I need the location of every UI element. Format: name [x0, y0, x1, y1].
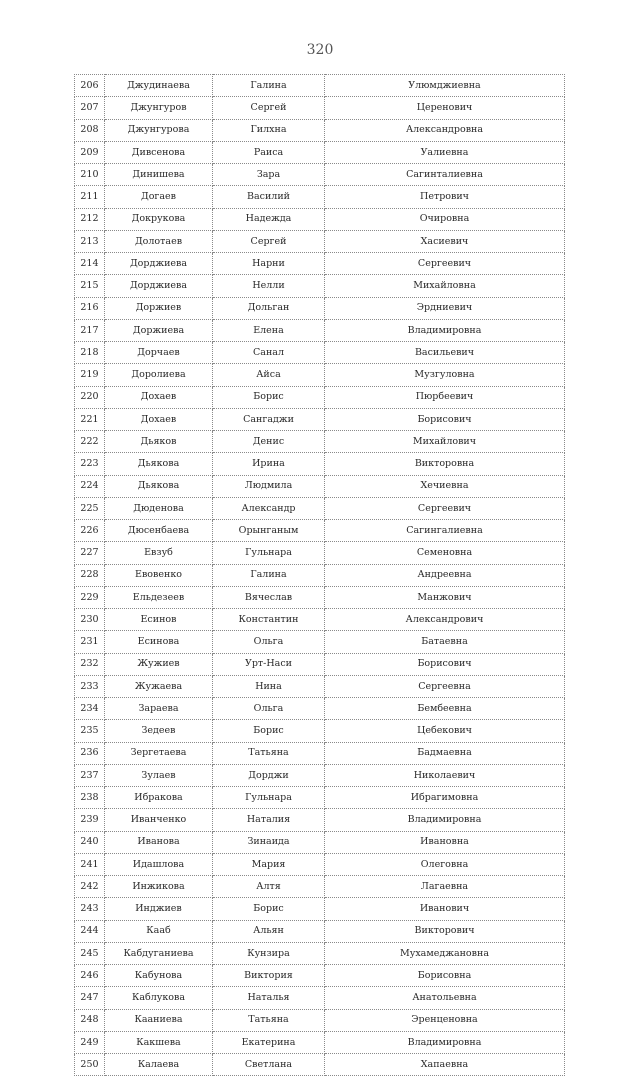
row-number-cell: 244 — [75, 920, 105, 942]
table-row — [75, 542, 565, 565]
first-name-cell: Айса — [213, 364, 325, 387]
table-row — [75, 297, 565, 319]
patronymic-cell: Очировна — [325, 208, 565, 230]
first-name-cell: Зара — [213, 164, 325, 186]
roster-body — [75, 75, 565, 1076]
patronymic-cell: Александровна — [325, 119, 565, 141]
table-row — [75, 609, 565, 631]
patronymic-cell: Борисович — [325, 408, 565, 431]
last-name-cell: Динишева — [105, 164, 213, 186]
table-row — [75, 97, 565, 120]
last-name-cell: Инжикова — [105, 876, 213, 898]
last-name-cell: Дьякова — [105, 475, 213, 497]
patronymic-cell: Хасиевич — [325, 230, 565, 253]
patronymic-cell: Семеновна — [325, 542, 565, 565]
table-row — [75, 742, 565, 764]
last-name-cell: Какшева — [105, 1031, 213, 1054]
row-number-cell: 243 — [75, 898, 105, 921]
row-number-cell: 221 — [75, 408, 105, 431]
first-name-cell: Александр — [213, 497, 325, 520]
first-name-cell: Василий — [213, 186, 325, 209]
last-name-cell: Дюсенбаева — [105, 520, 213, 542]
row-number-cell: 228 — [75, 564, 105, 586]
patronymic-cell: Сергеевич — [325, 497, 565, 520]
table-row — [75, 386, 565, 408]
row-number-cell: 248 — [75, 1009, 105, 1031]
row-number-cell: 225 — [75, 497, 105, 520]
row-number-cell: 209 — [75, 141, 105, 164]
row-number-cell: 250 — [75, 1054, 105, 1076]
row-number-cell: 246 — [75, 965, 105, 987]
patronymic-cell: Михайлович — [325, 431, 565, 453]
patronymic-cell: Иванович — [325, 898, 565, 921]
patronymic-cell: Ибрагимовна — [325, 787, 565, 809]
patronymic-cell: Эрдниевич — [325, 297, 565, 319]
table-row — [75, 186, 565, 209]
first-name-cell: Алтя — [213, 876, 325, 898]
row-number-cell: 227 — [75, 542, 105, 565]
patronymic-cell: Александрович — [325, 609, 565, 631]
row-number-cell: 232 — [75, 653, 105, 675]
row-number-cell: 223 — [75, 453, 105, 476]
first-name-cell: Галина — [213, 564, 325, 586]
table-row — [75, 965, 565, 987]
last-name-cell: Жужиев — [105, 653, 213, 675]
first-name-cell: Наталья — [213, 987, 325, 1010]
last-name-cell: Догаев — [105, 186, 213, 209]
patronymic-cell: Лагаевна — [325, 876, 565, 898]
table-row — [75, 275, 565, 298]
last-name-cell: Есинова — [105, 631, 213, 654]
patronymic-cell: Николаевич — [325, 764, 565, 787]
row-number-cell: 220 — [75, 386, 105, 408]
row-number-cell: 219 — [75, 364, 105, 387]
name-roster-table — [74, 74, 565, 1076]
first-name-cell: Константин — [213, 609, 325, 631]
table-row — [75, 1054, 565, 1076]
patronymic-cell: Эренценовна — [325, 1009, 565, 1031]
table-row — [75, 141, 565, 164]
patronymic-cell: Михайловна — [325, 275, 565, 298]
last-name-cell: Дохаев — [105, 386, 213, 408]
first-name-cell: Кунзира — [213, 942, 325, 965]
patronymic-cell: Мухамеджановна — [325, 942, 565, 965]
table-row — [75, 230, 565, 253]
table-row — [75, 342, 565, 364]
table-row — [75, 787, 565, 809]
last-name-cell: Дивсенова — [105, 141, 213, 164]
table-row — [75, 876, 565, 898]
row-number-cell: 207 — [75, 97, 105, 120]
table-row — [75, 475, 565, 497]
row-number-cell: 231 — [75, 631, 105, 654]
patronymic-cell: Цебекович — [325, 720, 565, 743]
patronymic-cell: Васильевич — [325, 342, 565, 364]
patronymic-cell: Андреевна — [325, 564, 565, 586]
last-name-cell: Джунгуров — [105, 97, 213, 120]
last-name-cell: Идашлова — [105, 853, 213, 876]
last-name-cell: Дорчаев — [105, 342, 213, 364]
first-name-cell: Нина — [213, 675, 325, 698]
first-name-cell: Людмила — [213, 475, 325, 497]
last-name-cell: Зулаев — [105, 764, 213, 787]
first-name-cell: Мария — [213, 853, 325, 876]
row-number-cell: 245 — [75, 942, 105, 965]
first-name-cell: Борис — [213, 720, 325, 743]
first-name-cell: Татьяна — [213, 1009, 325, 1031]
first-name-cell: Орынганым — [213, 520, 325, 542]
last-name-cell: Дорджиева — [105, 253, 213, 275]
first-name-cell: Сергей — [213, 230, 325, 253]
patronymic-cell: Сергеевич — [325, 253, 565, 275]
table-row — [75, 987, 565, 1010]
first-name-cell: Нарни — [213, 253, 325, 275]
table-row — [75, 75, 565, 97]
patronymic-cell: Сергеевна — [325, 675, 565, 698]
last-name-cell: Кааб — [105, 920, 213, 942]
table-row — [75, 497, 565, 520]
first-name-cell: Урт-Наси — [213, 653, 325, 675]
row-number-cell: 238 — [75, 787, 105, 809]
patronymic-cell: Олеговна — [325, 853, 565, 876]
row-number-cell: 216 — [75, 297, 105, 319]
table-row — [75, 119, 565, 141]
first-name-cell: Сангаджи — [213, 408, 325, 431]
last-name-cell: Калаева — [105, 1054, 213, 1076]
row-number-cell: 210 — [75, 164, 105, 186]
patronymic-cell: Владимировна — [325, 319, 565, 342]
last-name-cell: Дьякова — [105, 453, 213, 476]
row-number-cell: 236 — [75, 742, 105, 764]
row-number-cell: 234 — [75, 698, 105, 720]
first-name-cell: Ирина — [213, 453, 325, 476]
row-number-cell: 239 — [75, 809, 105, 832]
patronymic-cell: Улюмджиевна — [325, 75, 565, 97]
page-number: 320 — [306, 42, 334, 58]
patronymic-cell: Борисович — [325, 653, 565, 675]
last-name-cell: Иванченко — [105, 809, 213, 832]
row-number-cell: 226 — [75, 520, 105, 542]
row-number-cell: 247 — [75, 987, 105, 1010]
table-row — [75, 453, 565, 476]
patronymic-cell: Викторовна — [325, 453, 565, 476]
first-name-cell: Борис — [213, 386, 325, 408]
last-name-cell: Дюденова — [105, 497, 213, 520]
patronymic-cell: Анатольевна — [325, 987, 565, 1010]
last-name-cell: Есинов — [105, 609, 213, 631]
last-name-cell: Иванова — [105, 831, 213, 853]
last-name-cell: Доржиева — [105, 319, 213, 342]
first-name-cell: Наталия — [213, 809, 325, 832]
row-number-cell: 241 — [75, 853, 105, 876]
table-row — [75, 898, 565, 921]
last-name-cell: Ельдезеев — [105, 586, 213, 609]
row-number-cell: 215 — [75, 275, 105, 298]
table-row — [75, 364, 565, 387]
table-row — [75, 208, 565, 230]
row-number-cell: 240 — [75, 831, 105, 853]
last-name-cell: Джунгурова — [105, 119, 213, 141]
table-row — [75, 564, 565, 586]
table-row — [75, 831, 565, 853]
patronymic-cell: Владимировна — [325, 809, 565, 832]
first-name-cell: Дорджи — [213, 764, 325, 787]
last-name-cell: Докрукова — [105, 208, 213, 230]
row-number-cell: 229 — [75, 586, 105, 609]
patronymic-cell: Хечиевна — [325, 475, 565, 497]
table-row — [75, 319, 565, 342]
first-name-cell: Ольга — [213, 698, 325, 720]
first-name-cell: Светлана — [213, 1054, 325, 1076]
patronymic-cell: Ивановна — [325, 831, 565, 853]
last-name-cell: Зедеев — [105, 720, 213, 743]
row-number-cell: 233 — [75, 675, 105, 698]
first-name-cell: Ольга — [213, 631, 325, 654]
first-name-cell: Дольган — [213, 297, 325, 319]
patronymic-cell: Сагинталиевна — [325, 164, 565, 186]
first-name-cell: Сергей — [213, 97, 325, 120]
patronymic-cell: Бембеевна — [325, 698, 565, 720]
first-name-cell: Санал — [213, 342, 325, 364]
last-name-cell: Евзуб — [105, 542, 213, 565]
patronymic-cell: Бадмаевна — [325, 742, 565, 764]
table-row — [75, 720, 565, 743]
last-name-cell: Кабдуганиева — [105, 942, 213, 965]
row-number-cell: 212 — [75, 208, 105, 230]
last-name-cell: Зараева — [105, 698, 213, 720]
table-row — [75, 675, 565, 698]
row-number-cell: 206 — [75, 75, 105, 97]
last-name-cell: Зергетаева — [105, 742, 213, 764]
last-name-cell: Евовенко — [105, 564, 213, 586]
last-name-cell: Инджиев — [105, 898, 213, 921]
row-number-cell: 224 — [75, 475, 105, 497]
patronymic-cell: Петрович — [325, 186, 565, 209]
row-number-cell: 237 — [75, 764, 105, 787]
row-number-cell: 217 — [75, 319, 105, 342]
last-name-cell: Долотаев — [105, 230, 213, 253]
row-number-cell: 242 — [75, 876, 105, 898]
row-number-cell: 208 — [75, 119, 105, 141]
patronymic-cell: Манжович — [325, 586, 565, 609]
patronymic-cell: Борисовна — [325, 965, 565, 987]
table-row — [75, 920, 565, 942]
patronymic-cell: Уалиевна — [325, 141, 565, 164]
first-name-cell: Борис — [213, 898, 325, 921]
last-name-cell: Доржиев — [105, 297, 213, 319]
row-number-cell: 249 — [75, 1031, 105, 1054]
first-name-cell: Зинаида — [213, 831, 325, 853]
first-name-cell: Виктория — [213, 965, 325, 987]
last-name-cell: Дорджиева — [105, 275, 213, 298]
table-row — [75, 586, 565, 609]
first-name-cell: Гилхна — [213, 119, 325, 141]
table-row — [75, 520, 565, 542]
table-row — [75, 431, 565, 453]
first-name-cell: Галина — [213, 75, 325, 97]
row-number-cell: 213 — [75, 230, 105, 253]
row-number-cell: 211 — [75, 186, 105, 209]
table-row — [75, 164, 565, 186]
patronymic-cell: Владимировна — [325, 1031, 565, 1054]
first-name-cell: Вячеслав — [213, 586, 325, 609]
patronymic-cell: Церенович — [325, 97, 565, 120]
patronymic-cell: Викторович — [325, 920, 565, 942]
row-number-cell: 230 — [75, 609, 105, 631]
first-name-cell: Екатерина — [213, 1031, 325, 1054]
last-name-cell: Дохаев — [105, 408, 213, 431]
row-number-cell: 218 — [75, 342, 105, 364]
patronymic-cell: Сагингалиевна — [325, 520, 565, 542]
table-row — [75, 764, 565, 787]
table-row — [75, 1031, 565, 1054]
row-number-cell: 235 — [75, 720, 105, 743]
last-name-cell: Дьяков — [105, 431, 213, 453]
first-name-cell: Гульнара — [213, 542, 325, 565]
last-name-cell: Каблукова — [105, 987, 213, 1010]
last-name-cell: Джудинаева — [105, 75, 213, 97]
row-number-cell: 214 — [75, 253, 105, 275]
last-name-cell: Доролиева — [105, 364, 213, 387]
table-row — [75, 809, 565, 832]
table-row — [75, 698, 565, 720]
row-number-cell: 222 — [75, 431, 105, 453]
table-row — [75, 653, 565, 675]
last-name-cell: Кааниева — [105, 1009, 213, 1031]
last-name-cell: Ибракова — [105, 787, 213, 809]
first-name-cell: Раиса — [213, 141, 325, 164]
table-row — [75, 942, 565, 965]
patronymic-cell: Батаевна — [325, 631, 565, 654]
table-row — [75, 408, 565, 431]
first-name-cell: Нелли — [213, 275, 325, 298]
first-name-cell: Денис — [213, 431, 325, 453]
table-row — [75, 853, 565, 876]
last-name-cell: Кабунова — [105, 965, 213, 987]
patronymic-cell: Хапаевна — [325, 1054, 565, 1076]
first-name-cell: Елена — [213, 319, 325, 342]
first-name-cell: Надежда — [213, 208, 325, 230]
table-row — [75, 631, 565, 654]
patronymic-cell: Музгуловна — [325, 364, 565, 387]
patronymic-cell: Пюрбеевич — [325, 386, 565, 408]
last-name-cell: Жужаева — [105, 675, 213, 698]
first-name-cell: Гульнара — [213, 787, 325, 809]
first-name-cell: Татьяна — [213, 742, 325, 764]
table-row — [75, 1009, 565, 1031]
table-row — [75, 253, 565, 275]
first-name-cell: Альян — [213, 920, 325, 942]
